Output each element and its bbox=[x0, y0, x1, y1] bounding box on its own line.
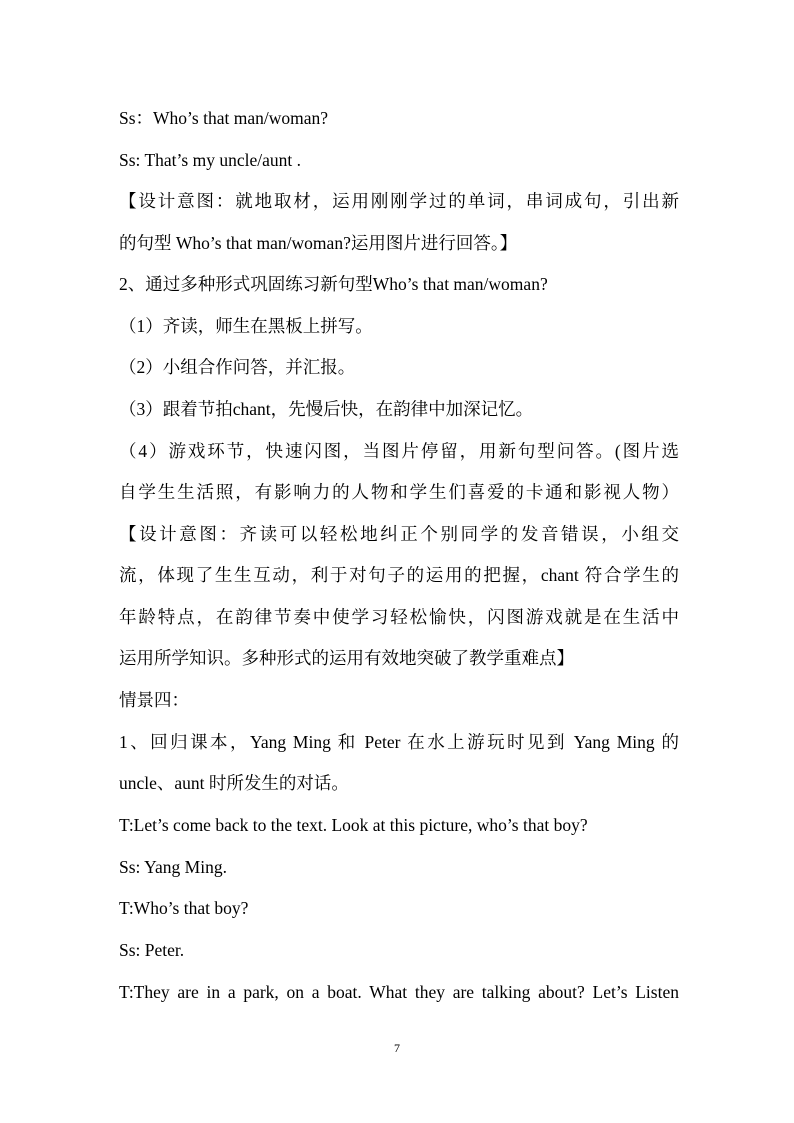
text-line: （3）跟着节拍chant，先慢后快，在韵律中加深记忆。 bbox=[119, 399, 534, 419]
text-line: 运用所学知识。多种形式的运用有效地突破了教学重难点】 bbox=[119, 648, 574, 668]
text-line: T:Who’s that boy? bbox=[119, 898, 249, 918]
text-line: Ss: That’s my uncle/aunt . bbox=[119, 150, 301, 170]
page-number: 7 bbox=[394, 1041, 400, 1055]
text-line: Ss: Peter. bbox=[119, 940, 185, 960]
text-line: 【设计意图：齐读可以轻松地纠正个别同学的发音错误，小组交 bbox=[119, 524, 679, 544]
text-line: （4）游戏环节，快速闪图，当图片停留，用新句型问答。(图片选 bbox=[119, 441, 679, 461]
text-line: T:They are in a park, on a boat. What they are talking about? Let’s Listen bbox=[119, 982, 679, 1002]
section-heading: 情景四： bbox=[119, 690, 189, 710]
text-line: 自学生生活照，有影响力的人物和学生们喜爱的卡通和影视人物） bbox=[119, 482, 679, 502]
text-line: 1、回归课本，Yang Ming 和 Peter 在水上游玩时见到 Yang Ming 的 bbox=[119, 732, 679, 752]
text-line: 年龄特点，在韵律节奏中使学习轻松愉快，闪图游戏就是在生活中 bbox=[119, 607, 679, 627]
text-line: 2、通过多种形式巩固练习新句型Who’s that man/woman? bbox=[119, 274, 548, 294]
text-line: Ss：Who’s that man/woman? bbox=[119, 108, 329, 128]
text-line: Ss: Yang Ming. bbox=[119, 857, 227, 877]
text-line: T:Let’s come back to the text. Look at this picture, who’s that boy? bbox=[119, 815, 588, 835]
text-line: uncle、aunt 时所发生的对话。 bbox=[119, 773, 349, 793]
text-line: （1）齐读，师生在黑板上拼写。 bbox=[119, 316, 373, 336]
text-line: 【设计意图：就地取材，运用刚刚学过的单词，串词成句，引出新 bbox=[119, 191, 679, 211]
text-line: 的句型 Who’s that man/woman?运用图片进行回答。】 bbox=[119, 233, 518, 253]
text-line: （2）小组合作问答，并汇报。 bbox=[119, 357, 356, 377]
text-line: 流，体现了生生互动，利于对句子的运用的把握，chant 符合学生的 bbox=[119, 565, 679, 585]
